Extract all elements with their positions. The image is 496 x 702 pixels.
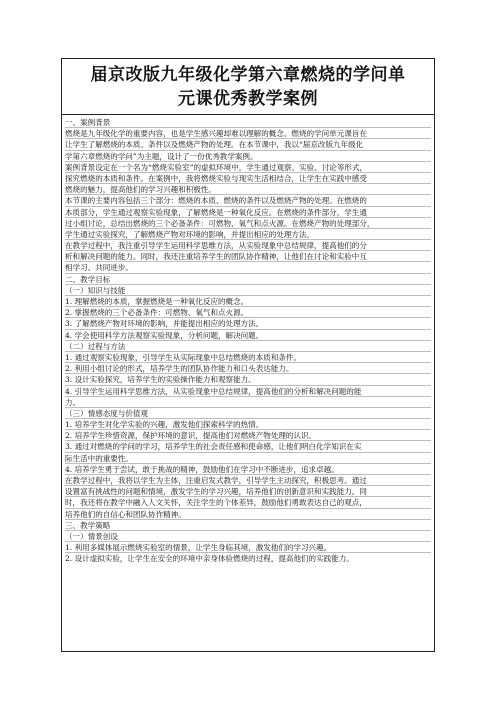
- text-line: 二、教学目标: [65, 274, 431, 285]
- text-line: 2. 利用小组讨论的形式，培养学生的团队协作能力和口头表达能力。: [65, 363, 431, 374]
- text-line: 际生活中的重要性。: [65, 453, 431, 464]
- text-line: 设置富有挑战性的问题和情境，激发学生的学习兴趣，培养他们的创新意识和实践能力。同: [65, 486, 431, 497]
- text-line: 培养他们的自信心和团队协作精神。: [65, 509, 431, 520]
- text-line: 时，我还将在教学中融入人文关怀，关注学生的个体差异，鼓励他们勇敢表达自己的观点，: [65, 497, 431, 508]
- text-line: 一、案例背景: [65, 117, 431, 128]
- text-line: 本节课的主要内容包括三个部分：燃烧的本质、燃烧的条件以及燃烧产物的处理。在燃烧的: [65, 195, 431, 206]
- document-title-line-2: 元课优秀教学案例: [178, 88, 318, 109]
- text-line: （一）知识与技能: [65, 285, 431, 296]
- text-line: 2. 设计虚拟实验，让学生在安全的环境中亲身体验燃烧的过程，提高他们的实践能力。: [65, 554, 354, 564]
- text-line: 三、教学策略: [65, 520, 431, 531]
- text-line: 1. 培养学生对化学实验的兴趣，激发他们探索科学的热情。: [65, 419, 431, 430]
- text-line: 在教学过程中，我将以学生为主体，注重启发式教学，引导学生主动探究，积极思考。通过: [65, 475, 431, 486]
- text-line: 析和解决问题的能力。同时，我还注重培养学生的团队协作精神，让他们在讨论和实验中互: [65, 251, 431, 262]
- text-line: （一）情景创设: [65, 531, 431, 542]
- text-line: 本质部分，学生通过观察实验现象，了解燃烧是一种氧化反应。在燃烧的条件部分，学生通: [65, 207, 431, 218]
- text-line: 2. 掌握燃烧的三个必备条件：可燃物、氧气和点火源。: [65, 307, 431, 318]
- text-line: 燃烧的魅力，提高他们的学习兴趣和积极性。: [65, 184, 431, 195]
- text-line: 相学习、共同进步。: [65, 262, 431, 273]
- text-line: 在教学过程中，我注重引导学生运用科学思维方法，从实验现象中总结规律，提高他们的分: [65, 240, 431, 251]
- text-line: 4. 引导学生运用科学思维方法，从实验现象中总结规律，提高他们的分析和解决问题的能: [65, 386, 431, 397]
- text-line: （三）情感态度与价值观: [65, 408, 431, 419]
- document-title-line-1: 届京改版九年级化学第六章燃烧的学问单: [90, 64, 406, 85]
- document-body: [62, 115, 434, 565]
- text-line: （二）过程与方法: [65, 341, 431, 352]
- text-line: 4. 培养学生勇于尝试，敢于挑战的精神，鼓励他们在学习中不断进步，追求卓越。: [65, 464, 431, 475]
- text-line: 燃烧是九年级化学的重要内容，也是学生感兴趣却难以理解的概念。燃烧的学问单元课旨在: [65, 128, 431, 139]
- text-line: 2. 培养学生珍惜资源，保护环境的意识，提高他们对燃烧产物处理的认识。: [65, 430, 431, 441]
- text-line: 3. 通过对燃烧的学问的学习，培养学生的社会责任感和使命感，让他们明白化学知识在实: [65, 441, 431, 452]
- text-line: 过小组讨论，总结出燃烧的三个必备条件：可燃物、氧气和点火源。在燃烧产物的处理部分，: [65, 218, 431, 229]
- text-line: 学第六章燃烧的学问”为主题，设计了一份优秀教学案例。: [65, 151, 431, 162]
- title-cell: [62, 59, 434, 115]
- text-line: 让学生了解燃烧的本质、条件以及燃烧产物的处理。在本节课中，我以“届京改版九年级化: [65, 139, 431, 150]
- text-line: 探究燃烧的本质和条件。在案例中，我将燃烧实验与现实生活相结合，让学生在实践中感受: [65, 173, 431, 184]
- text-line: 1. 利用多媒体展示燃烧实验室的情景，让学生身临其境，激发他们的学习兴趣。: [65, 542, 431, 553]
- text-line: 案例背景设定在一个名为“燃烧实验室”的虚拟环境中，学生通过观察、实验、讨论等形式，: [65, 162, 431, 173]
- text-line: 4. 学会使用科学方法观察实验现象，分析问题，解决问题。: [65, 330, 431, 341]
- text-line: 3. 了解燃烧产物对环境的影响，并能提出相应的处理方法。: [65, 318, 431, 329]
- text-line: 力。: [65, 397, 431, 408]
- document-table: [61, 58, 435, 652]
- text-line: 1. 通过观察实验现象，引导学生从实际现象中总结燃烧的本质和条件。: [65, 352, 431, 363]
- text-line: 学生通过实验探究，了解燃烧产物对环境的影响，并提出相应的处理方法。: [65, 229, 431, 240]
- text-line: 3. 设计实验探究，培养学生的实验操作能力和观察能力。: [65, 374, 431, 385]
- text-line: 1. 理解燃烧的本质，掌握燃烧是一种氧化反应的概念。: [65, 296, 431, 307]
